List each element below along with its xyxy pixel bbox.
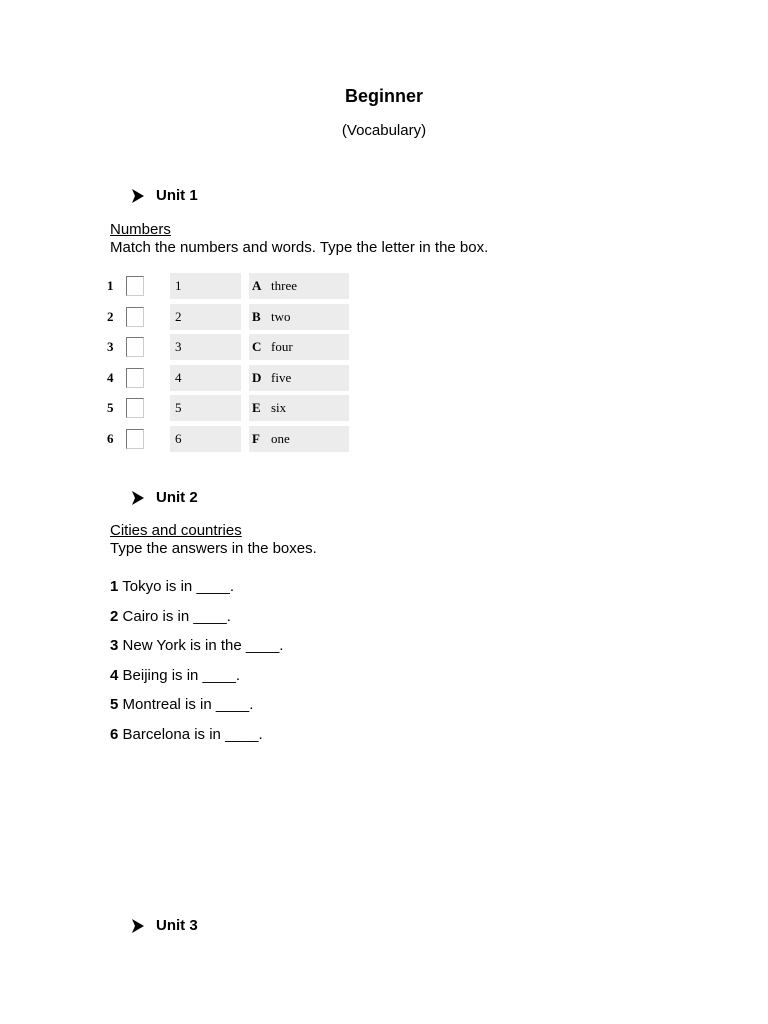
arrowhead-bullet-icon <box>132 919 144 933</box>
match-row <box>107 426 349 452</box>
digit-cell: 2 <box>170 304 241 330</box>
match-row <box>107 334 349 360</box>
question-item <box>110 696 253 713</box>
row-number: 6 <box>107 431 114 446</box>
page-subtitle: (Vocabulary) <box>341 122 427 139</box>
match-row <box>107 304 349 330</box>
word-cell <box>249 365 349 391</box>
question-text: Tokyo is in ____. <box>122 578 234 595</box>
word-cell <box>249 334 349 360</box>
question-text: Cairo is in ____. <box>122 608 231 625</box>
row-number: 5 <box>107 400 114 415</box>
answer-box[interactable] <box>126 307 144 327</box>
option-letter: A <box>252 278 262 293</box>
option-word: five <box>271 370 292 385</box>
option-word: one <box>271 431 290 446</box>
question-item <box>110 667 240 684</box>
question-number: 5 <box>110 696 119 713</box>
answer-box[interactable] <box>126 276 144 296</box>
digit-cell: 6 <box>170 426 241 452</box>
option-letter: D <box>252 370 262 385</box>
option-letter: F <box>252 431 260 446</box>
arrowhead-bullet-icon <box>132 189 144 203</box>
row-number: 1 <box>107 278 114 293</box>
question-number: 3 <box>110 637 119 654</box>
option-letter: E <box>252 400 261 415</box>
match-row <box>107 395 349 421</box>
word-cell <box>249 273 349 299</box>
numbers-instruction: Match the numbers and words. Type the letter in the box. <box>110 239 489 256</box>
word-cell <box>249 304 349 330</box>
question-text: Beijing is in ____. <box>122 667 241 684</box>
question-text: Montreal is in ____. <box>122 696 254 713</box>
question-item <box>110 578 234 595</box>
match-row <box>107 365 349 391</box>
question-number: 1 <box>110 578 119 595</box>
option-word: two <box>271 309 291 324</box>
answer-box[interactable] <box>126 398 144 418</box>
option-word: four <box>271 339 293 354</box>
word-cell <box>249 395 349 421</box>
numbers-section-title: Numbers <box>110 221 171 238</box>
row-number: 3 <box>107 339 114 354</box>
unit-1-heading <box>132 187 198 204</box>
match-row <box>107 273 349 299</box>
answer-box[interactable] <box>126 368 144 388</box>
answer-box[interactable] <box>126 429 144 449</box>
arrowhead-bullet-icon <box>132 491 144 505</box>
question-number: 6 <box>110 726 119 743</box>
option-letter: C <box>252 339 262 354</box>
option-letter: B <box>252 309 261 324</box>
cities-instruction: Type the answers in the boxes. <box>110 540 317 557</box>
page-title: Beginner <box>344 86 423 106</box>
unit-3-label: Unit 3 <box>156 917 198 934</box>
unit-1-label: Unit 1 <box>156 187 198 204</box>
unit-2-label: Unit 2 <box>156 489 198 506</box>
row-number: 2 <box>107 309 114 324</box>
digit-cell: 1 <box>170 273 241 299</box>
digit-cell: 5 <box>170 395 241 421</box>
digit-cell: 4 <box>170 365 241 391</box>
cities-section-title: Cities and countries <box>110 522 242 539</box>
unit-2-heading <box>132 489 198 506</box>
question-number: 4 <box>110 667 119 684</box>
question-text: New York is in the ____. <box>122 637 284 654</box>
question-item <box>110 608 231 625</box>
question-number: 2 <box>110 608 119 625</box>
answer-box[interactable] <box>126 337 144 357</box>
unit-3-heading <box>132 917 198 934</box>
question-item <box>110 637 283 654</box>
row-number: 4 <box>107 370 114 385</box>
word-cell <box>249 426 349 452</box>
question-text: Barcelona is in ____. <box>122 726 263 743</box>
option-word: three <box>271 278 297 293</box>
digit-cell: 3 <box>170 334 241 360</box>
question-item <box>110 726 263 743</box>
option-word: six <box>271 400 287 415</box>
